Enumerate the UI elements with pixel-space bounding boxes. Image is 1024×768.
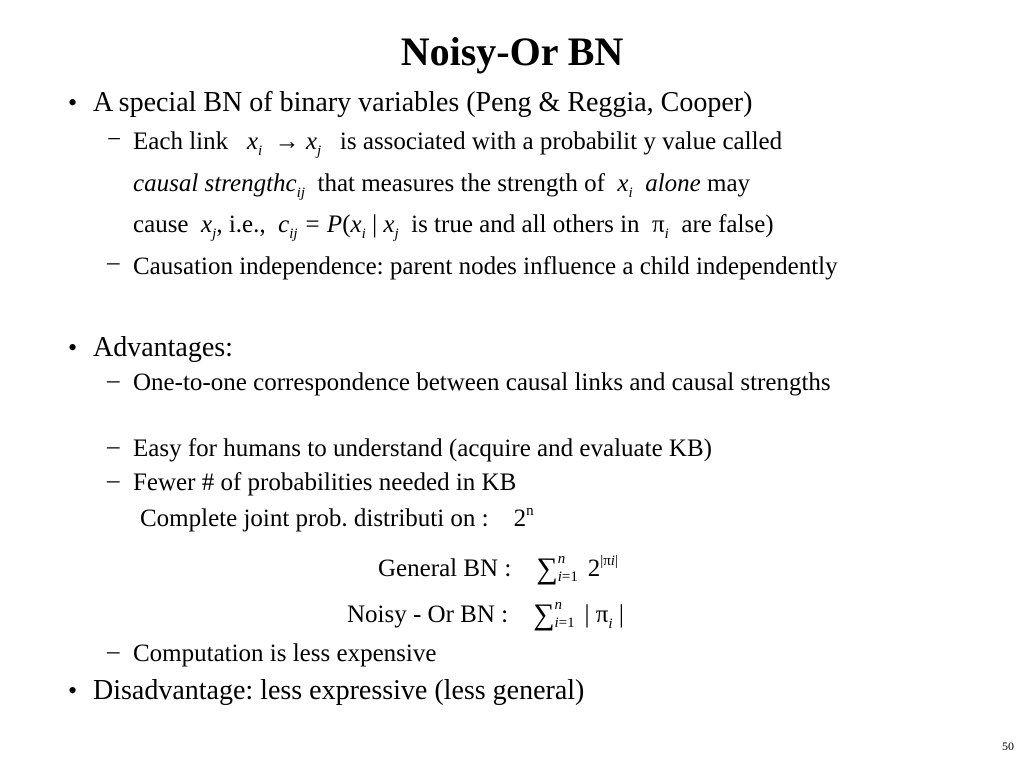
equation-noisy-or-bn: Noisy - Or BN : ∑ n i=1 | $\pi_i$ | xyxy=(347,597,624,632)
equation-1-value: 2$^n$ xyxy=(513,503,534,532)
sum-limits: n i=1 xyxy=(557,551,578,586)
bullet-marker: • xyxy=(68,676,78,705)
dash-marker: − xyxy=(107,126,122,153)
equation-general-bn: General BN : ∑ n i=1 $2^{|\pi i|}$ xyxy=(378,551,618,586)
math-pi-i: $\pi_i$ xyxy=(652,211,669,242)
slide-title: Noisy-Or BN xyxy=(400,29,624,74)
bullet-1-sub-1-line-3: cause $x_j$, i.e., $c_{ij} = P(x_i$ | $x_j$ is true and all others in $\pi_i$ are false) xyxy=(133,211,774,242)
equation-complete-joint xyxy=(140,505,534,533)
dash-marker: – xyxy=(107,249,120,276)
math-xi-2: $x_i$ xyxy=(617,170,633,201)
math-cij: $c_{ij}$ xyxy=(285,170,305,201)
text-measures: that measures the strength of xyxy=(317,170,605,197)
sum-limits: n i=1 xyxy=(554,597,575,632)
text-is-true: is true and all others in xyxy=(411,211,640,238)
text-causal-strength: causal strength xyxy=(133,170,286,197)
bullet-2-sub-2: Easy for humans to understand (acquire and evaluate KB) xyxy=(133,435,712,462)
page-number: 50 xyxy=(1002,739,1014,753)
text-may: may xyxy=(707,170,751,197)
bullet-2-sub-1: One-to-one correspondence between causal links and causal strengths xyxy=(133,369,831,396)
bullet-2-sub-3: Fewer # of probabilities needed in KB xyxy=(133,469,517,496)
bullet-1-text: A special BN of binary variables (Peng & Reggia, Cooper) xyxy=(93,87,753,118)
sum-icon: ∑ xyxy=(533,598,555,631)
equation-2-label: General BN : xyxy=(378,555,512,582)
sum-icon: ∑ xyxy=(536,552,558,585)
equation-1-label: Complete joint prob. distributi on : xyxy=(140,505,489,532)
equation-3-label: Noisy - Or BN : xyxy=(347,601,509,628)
dash-marker: – xyxy=(107,433,120,460)
bullet-1-sub-2: Causation independence: parent nodes influence a child independently xyxy=(133,253,838,280)
math-probability-expression: $c_{ij} = P$ xyxy=(278,211,343,242)
math-xi-3: $x_i$ xyxy=(350,211,366,242)
text-cause: cause xyxy=(133,211,189,238)
text-each-link: Each link xyxy=(133,128,229,155)
text-associated: is associated with a probabilit y value called xyxy=(339,128,783,155)
bullet-1-sub-1-line-2 xyxy=(133,168,750,200)
text-alone: alone xyxy=(645,170,701,197)
bullet-2-text: Advantages: xyxy=(93,332,233,363)
text-are-false: are false) xyxy=(681,211,774,238)
bullet-marker: • xyxy=(68,333,78,362)
bullet-3-text: Disadvantage: less expressive (less general) xyxy=(93,675,585,706)
text-ie: , i.e., xyxy=(216,211,266,238)
math-xi: $x_i$ xyxy=(246,128,263,159)
math-xj: $x_j$ xyxy=(305,128,322,159)
bullet-marker: • xyxy=(68,88,78,117)
math-xj-2: $x_j$ xyxy=(201,211,217,242)
dash-marker: – xyxy=(107,467,120,494)
dash-marker: – xyxy=(107,367,120,394)
dash-marker: – xyxy=(107,638,120,665)
bullet-1-sub-1-line-1: Each link $x_i \to x_j$ is associated with a probabilit y value called xyxy=(133,128,783,159)
bullet-2-sub-4: Computation is less expensive xyxy=(133,640,437,667)
math-xj-3: $x_j$ xyxy=(383,211,399,242)
